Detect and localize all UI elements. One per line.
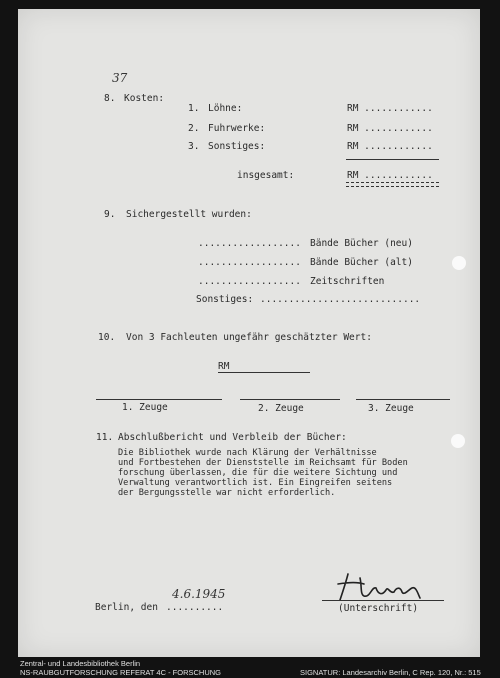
archive-department: NS-RAUBGUTFORSCHUNG REFERAT 4C - FORSCHUNG [20, 668, 221, 677]
section-9-label: Sichergestellt wurden: [126, 209, 252, 220]
date-dots: .......... [166, 602, 224, 613]
cost-row-3-num: 3. [188, 141, 200, 152]
section-10-number: 10. [98, 332, 116, 343]
cost-row-1-num: 1. [188, 103, 200, 114]
secured-other-label: Sonstiges: [196, 294, 254, 305]
section-8-label: Kosten: [124, 93, 165, 104]
punch-hole-lower [451, 434, 465, 448]
place-date-label: Berlin, den [95, 602, 158, 613]
cost-row-2-amount: RM ............ [347, 123, 433, 134]
signature-label: (Unterschrift) [338, 603, 419, 614]
estimated-value-rm: RM [218, 361, 230, 372]
archive-library-name: Zentral- und Landesbibliothek Berlin [20, 659, 141, 668]
cost-row-2-num: 2. [188, 123, 200, 134]
witness-2-line [240, 399, 340, 400]
handwritten-date: 4.6.1945 [172, 587, 226, 601]
secured-row-1-dots: .................. [198, 238, 301, 249]
secured-other-dots: ............................ [260, 294, 421, 305]
section-9-number: 9. [104, 209, 116, 220]
secured-row-1-text: Bände Bücher (neu) [310, 238, 413, 249]
report-line-5: der Bergungsstelle war nicht erforderlich. [118, 488, 336, 498]
report-line-1: Die Bibliothek wurde nach Klärung der Verhältnisse [118, 448, 377, 458]
cost-row-3-amount: RM ............ [347, 141, 433, 152]
total-label: insgesamt: [237, 170, 295, 181]
secured-row-3-dots: .................. [198, 276, 301, 287]
handwritten-page-mark: 37 [112, 71, 128, 85]
archive-signature: SIGNATUR: Landesarchiv Berlin, C Rep. 120, Nr.: 515 [300, 668, 481, 677]
witness-3-line [356, 399, 450, 400]
cost-row-2-label: Fuhrwerke: [208, 123, 266, 134]
witness-3-label: 3. Zeuge [368, 403, 414, 414]
secured-row-2-text: Bände Bücher (alt) [310, 257, 413, 268]
cost-row-3-label: Sonstiges: [208, 141, 266, 152]
signature-line [322, 600, 444, 601]
report-line-4: Verwaltung verantwortlich ist. Ein Eingreifen seitens [118, 478, 393, 488]
witness-1-line [96, 399, 222, 400]
secured-row-2-dots: .................. [198, 257, 301, 268]
estimated-value-line [218, 372, 310, 373]
witness-1-label: 1. Zeuge [122, 402, 168, 413]
section-11-label: Abschlußbericht und Verbleib der Bücher: [118, 432, 347, 443]
section-10-label: Von 3 Fachleuten ungefähr geschätzter Wert: [126, 332, 372, 343]
secured-row-3-text: Zeitschriften [310, 276, 385, 287]
witness-2-label: 2. Zeuge [258, 403, 304, 414]
section-11-number: 11. [96, 432, 114, 443]
cost-row-1-label: Löhne: [208, 103, 243, 114]
report-line-2: und Fortbestehen der Dienststelle im Reichsamt für Boden [118, 458, 408, 468]
section-8-number: 8. [104, 93, 116, 104]
total-amount: RM ............ [347, 170, 433, 181]
subtotal-rule [346, 159, 439, 160]
punch-hole-upper [452, 256, 466, 270]
total-double-rule [346, 182, 439, 187]
cost-row-1-amount: RM ............ [347, 103, 433, 114]
handwritten-signature [330, 568, 430, 604]
report-line-3: forschung überlassen, die für die weitere Sichtung und [118, 468, 398, 478]
